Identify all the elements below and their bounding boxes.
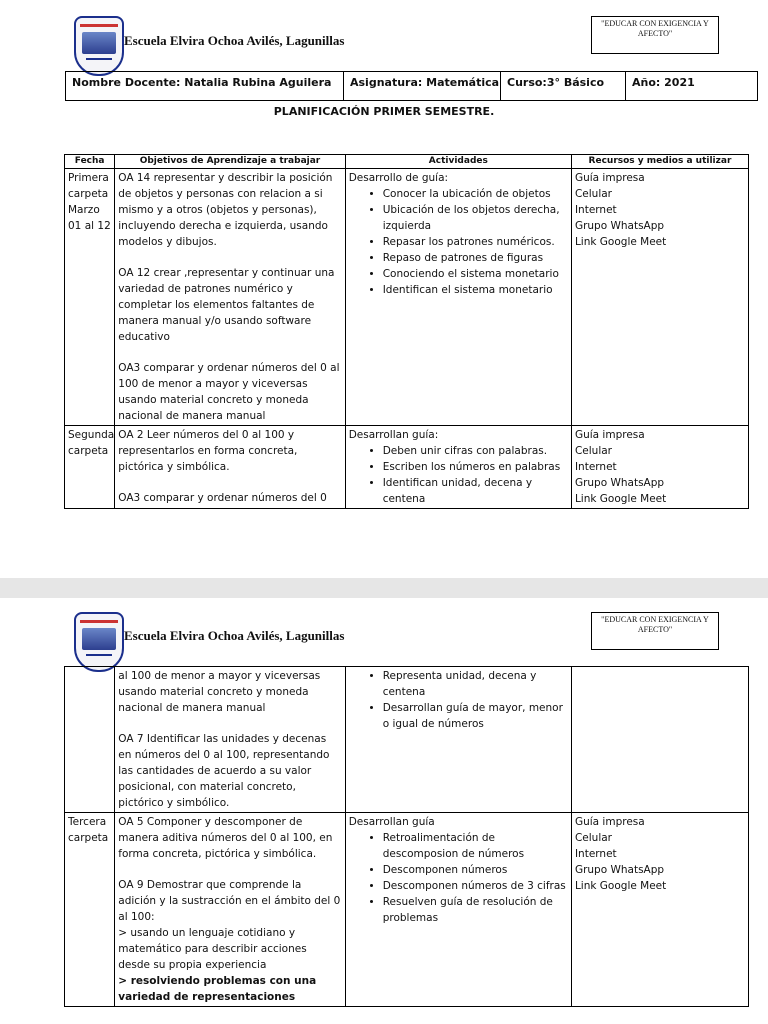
date-cell: Tercera carpeta [65, 813, 115, 1007]
activities-list [349, 186, 568, 298]
motto-box: "EDUCAR CON EXIGENCIA Y AFECTO" [591, 612, 719, 650]
resource-item: Internet [574, 848, 617, 860]
objective-text: al 100 de menor a mayor y viceversas usando material concreto y moneda nacional de manera manual [118, 670, 321, 714]
date-cell: Primera carpeta Marzo 01 al 12 [65, 169, 115, 426]
resources-cell [571, 667, 748, 813]
objective-text: OA 2 Leer números del 0 al 100 y representarlos en forma concreta, pictórica y simbólica. [118, 429, 298, 473]
resource-item: Internet [574, 204, 617, 216]
table-row [65, 426, 749, 509]
date-cell [65, 667, 115, 813]
activities-cell [345, 667, 571, 813]
page-title: PLANIFICACIÓN PRIMER SEMESTRE. [273, 105, 495, 118]
objectives-cell [115, 169, 345, 426]
resource-item: Grupo WhatsApp [574, 220, 665, 232]
activities-list [349, 443, 568, 507]
objective-text: OA 14 representar y describir la posición de objetos y personas con relacion a si mismo y a otros (objetos y personas), incluyendo derecha e izquierda, usando modelos y dibujos. [118, 172, 333, 248]
course: Curso:3° Básico [501, 72, 626, 100]
objective-text: OA3 comparar y ordenar números del 0 [118, 492, 327, 504]
school-crest-icon [74, 16, 124, 76]
list-item: • Identifican el sistema monetario [383, 282, 568, 298]
list-item: • Ubicación de los objetos derecha, izquierda [383, 202, 568, 234]
objective-text: OA3 comparar y ordenar números del 0 al 100 de menor a mayor y viceversas usando material concreto y moneda nacional de manera manual [118, 362, 340, 422]
table-row [65, 667, 749, 813]
objective-text: > usando un lenguaje cotidiano y matemático para describir acciones desde su propia experiencia [118, 927, 307, 971]
teacher-name: Nombre Docente: Natalia Rubina Aguilera [66, 72, 344, 100]
list-item: • Conocer la ubicación de objetos [383, 186, 568, 202]
list-item: • Repaso de patrones de figuras [383, 250, 568, 266]
resource-item: Internet [574, 461, 617, 473]
info-bar [65, 71, 758, 101]
column-header: Recursos y medios a utilizar [571, 155, 748, 169]
objective-text: OA 9 Demostrar que comprende la adición y la sustracción en el ámbito del 0 al 100: [118, 879, 341, 923]
resource-item: Link Google Meet [574, 236, 667, 248]
resources-cell [571, 813, 748, 1007]
subject: Asignatura: Matemática [344, 72, 501, 100]
objective-text: OA 7 Identificar las unidades y decenas en números del 0 al 100, representando las cantidades de acuerdo a su valor posicional, con material concreto, pictórico y simbólico. [118, 733, 330, 809]
table-row [65, 169, 749, 426]
objectives-cell [115, 813, 345, 1007]
activities-list [349, 668, 568, 732]
objectives-cell [115, 667, 345, 813]
resource-item: Celular [574, 445, 612, 457]
resource-item: Grupo WhatsApp [574, 864, 665, 876]
resource-item: Guía impresa [574, 816, 645, 828]
objective-text: > resolviendo problemas con una variedad de representaciones [118, 975, 317, 1003]
list-item: • Deben unir cifras con palabras. [383, 443, 568, 459]
activities-intro: Desarrollan guía: [348, 429, 439, 441]
activities-cell [345, 169, 571, 426]
planning-table [64, 154, 749, 509]
list-item: • Identifican unidad, decena y centena [383, 475, 568, 507]
year: Año: 2021 [632, 76, 695, 89]
school-name: Escuela Elvira Ochoa Avilés, Lagunillas [124, 33, 345, 48]
list-item: • Descomponen números de 3 cifras [383, 878, 568, 894]
objective-text: OA 12 crear ,representar y continuar una variedad de patrones numérico y completar los elementos faltantes de manera manual y/o usando software educativo [118, 267, 335, 343]
column-header: Fecha [65, 155, 115, 169]
activities-cell [345, 426, 571, 509]
column-header: Actividades [345, 155, 571, 169]
list-item: • Repasar los patrones numéricos. [383, 234, 568, 250]
resource-item: Guía impresa [574, 429, 645, 441]
list-item: • Representa unidad, decena y centena [383, 668, 568, 700]
list-item: • Escriben los números en palabras [383, 459, 568, 475]
table-row [65, 813, 749, 1007]
objectives-cell [115, 426, 345, 509]
objective-text: OA 5 Componer y descomponer de manera aditiva números del 0 al 100, en forma concreta, pictórica y simbólica. [118, 816, 333, 860]
table-header-row [65, 155, 749, 169]
date-cell: Segunda carpeta [65, 426, 115, 509]
school-crest-icon [74, 612, 124, 672]
planning-table-continued [64, 666, 749, 1007]
resources-cell [571, 426, 748, 509]
motto-box: "EDUCAR CON EXIGENCIA Y AFECTO" [591, 16, 719, 54]
resource-item: Link Google Meet [574, 880, 667, 892]
resource-item: Guía impresa [574, 172, 645, 184]
list-item: • Descomponen números [383, 862, 568, 878]
activities-list [349, 830, 568, 926]
resource-item: Celular [574, 832, 612, 844]
school-name: Escuela Elvira Ochoa Avilés, Lagunillas [124, 628, 345, 643]
list-item: • Conociendo el sistema monetario [383, 266, 568, 282]
activities-intro: Desarrollo de guía: [348, 172, 449, 184]
activities-intro: Desarrollan guía [348, 816, 435, 828]
resource-item: Celular [574, 188, 612, 200]
column-header: Objetivos de Aprendizaje a trabajar [115, 155, 345, 169]
resource-item: Link Google Meet [574, 493, 667, 505]
page-2 [0, 598, 768, 1024]
resource-item: Grupo WhatsApp [574, 477, 665, 489]
activities-cell [345, 813, 571, 1007]
list-item: • Desarrollan guía de mayor, menor o igual de números [383, 700, 568, 732]
resources-cell [571, 169, 748, 426]
list-item: • Resuelven guía de resolución de problemas [383, 894, 568, 926]
list-item: • Retroalimentación de descomposion de números [383, 830, 568, 862]
